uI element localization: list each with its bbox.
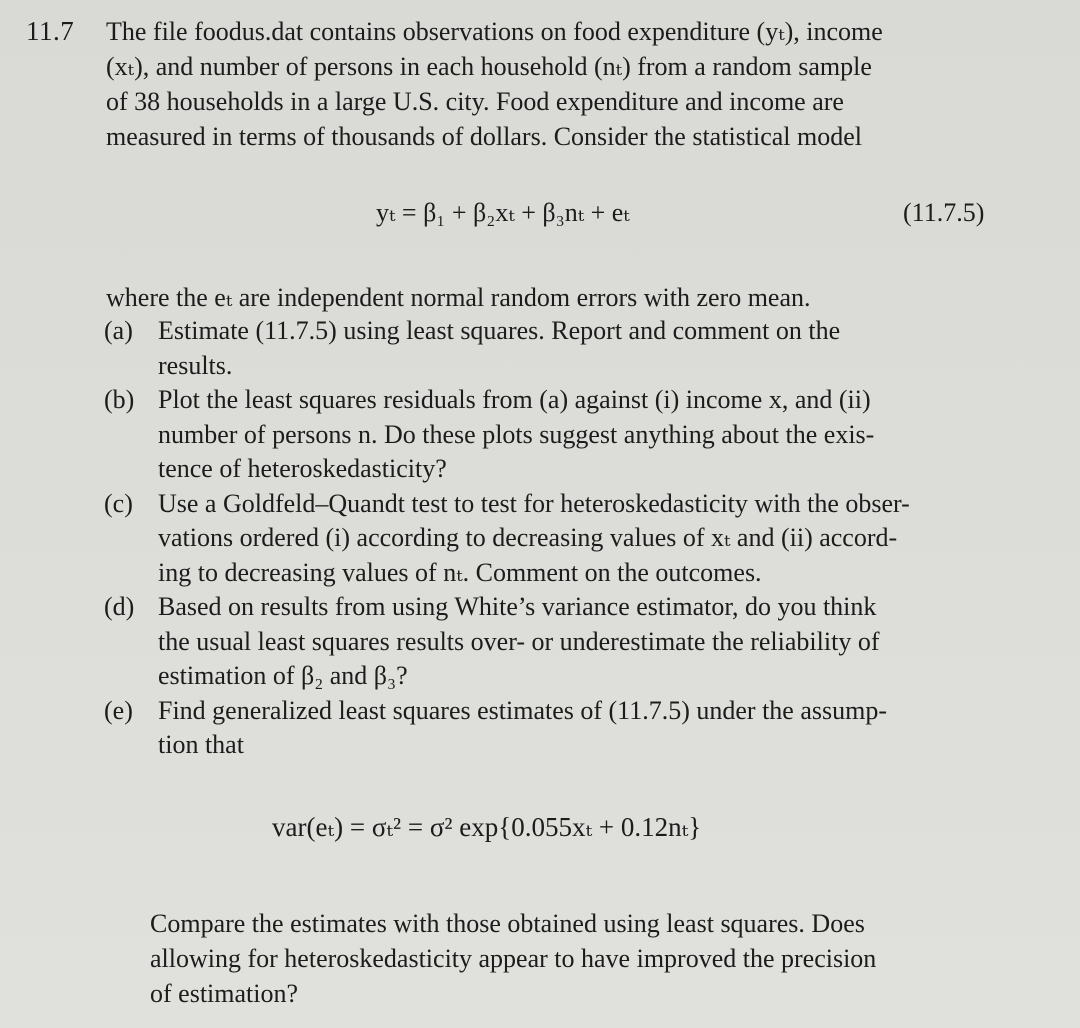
intro-line: of 38 households in a large U.S. city. Food expenditure and income are	[106, 87, 844, 116]
intro-line: (xₜ), and number of persons in each household (nₜ) from a random sample	[106, 52, 872, 81]
closing-line: Compare the estimates with those obtained using least squares. Does	[150, 909, 865, 938]
part-line: vations ordered (i) according to decreasing values of xₜ and (ii) accord-	[158, 523, 898, 552]
part-text	[158, 314, 1026, 383]
part-line: Use a Goldfeld–Quandt test to test for heteroskedasticity with the obser-	[158, 488, 910, 518]
closing-line: allowing for heteroskedasticity appear to have improved the precision	[150, 944, 877, 973]
part-text	[158, 383, 1026, 487]
intro-line: The file foodus.dat contains observations on food expenditure (yₜ), income	[106, 17, 883, 46]
part-line: results.	[158, 350, 233, 380]
part-b	[104, 383, 1026, 487]
where-line: where the eₜ are independent normal random errors with zero mean.	[106, 283, 811, 312]
part-label: (d)	[104, 592, 135, 621]
part-line: ing to decreasing values of nₜ. Comment on the outcomes.	[158, 557, 762, 587]
part-label: (e)	[104, 695, 133, 725]
part-line: tence of heteroskedasticity?	[158, 454, 447, 483]
part-label: (a)	[104, 316, 133, 345]
question-parts	[104, 314, 1026, 763]
part-line: the usual least squares results over- or underestimate the reliability of	[158, 626, 880, 656]
part-e	[104, 694, 1026, 763]
part-c	[104, 487, 1026, 591]
closing-paragraph	[150, 906, 1030, 1011]
problem-number: 11.7	[26, 16, 75, 46]
part-line: estimation of β₂ and β₃?	[158, 661, 408, 690]
part-label: (c)	[104, 488, 133, 518]
part-line: Estimate (11.7.5) using least squares. Report and comment on the	[158, 316, 841, 345]
part-line: Based on results from using White’s variance estimator, do you think	[158, 592, 877, 621]
part-line: number of persons n. Do these plots suggest anything about the exis-	[158, 419, 875, 449]
model-equation: yₜ = β₁ + β₂xₜ + β₃nₜ + eₜ	[376, 198, 630, 227]
part-label: (b)	[104, 385, 135, 414]
part-text	[158, 487, 1026, 591]
part-line: tion that	[158, 730, 244, 759]
part-text	[158, 590, 1026, 694]
part-line: Plot the least squares residuals from (a) against (i) income x, and (ii)	[158, 385, 871, 414]
part-text	[158, 694, 1026, 763]
equation-number: (11.7.5)	[903, 198, 985, 227]
problem-intro	[106, 14, 1026, 154]
closing-line: of estimation?	[150, 979, 299, 1008]
variance-equation: var(eₜ) = σₜ² = σ² exp{0.055xₜ + 0.12nₜ}	[272, 812, 702, 842]
part-d	[104, 590, 1026, 694]
intro-line: measured in terms of thousands of dollars. Consider the statistical model	[106, 122, 863, 151]
part-a	[104, 314, 1026, 383]
part-line: Find generalized least squares estimates of (11.7.5) under the assump-	[158, 695, 887, 725]
